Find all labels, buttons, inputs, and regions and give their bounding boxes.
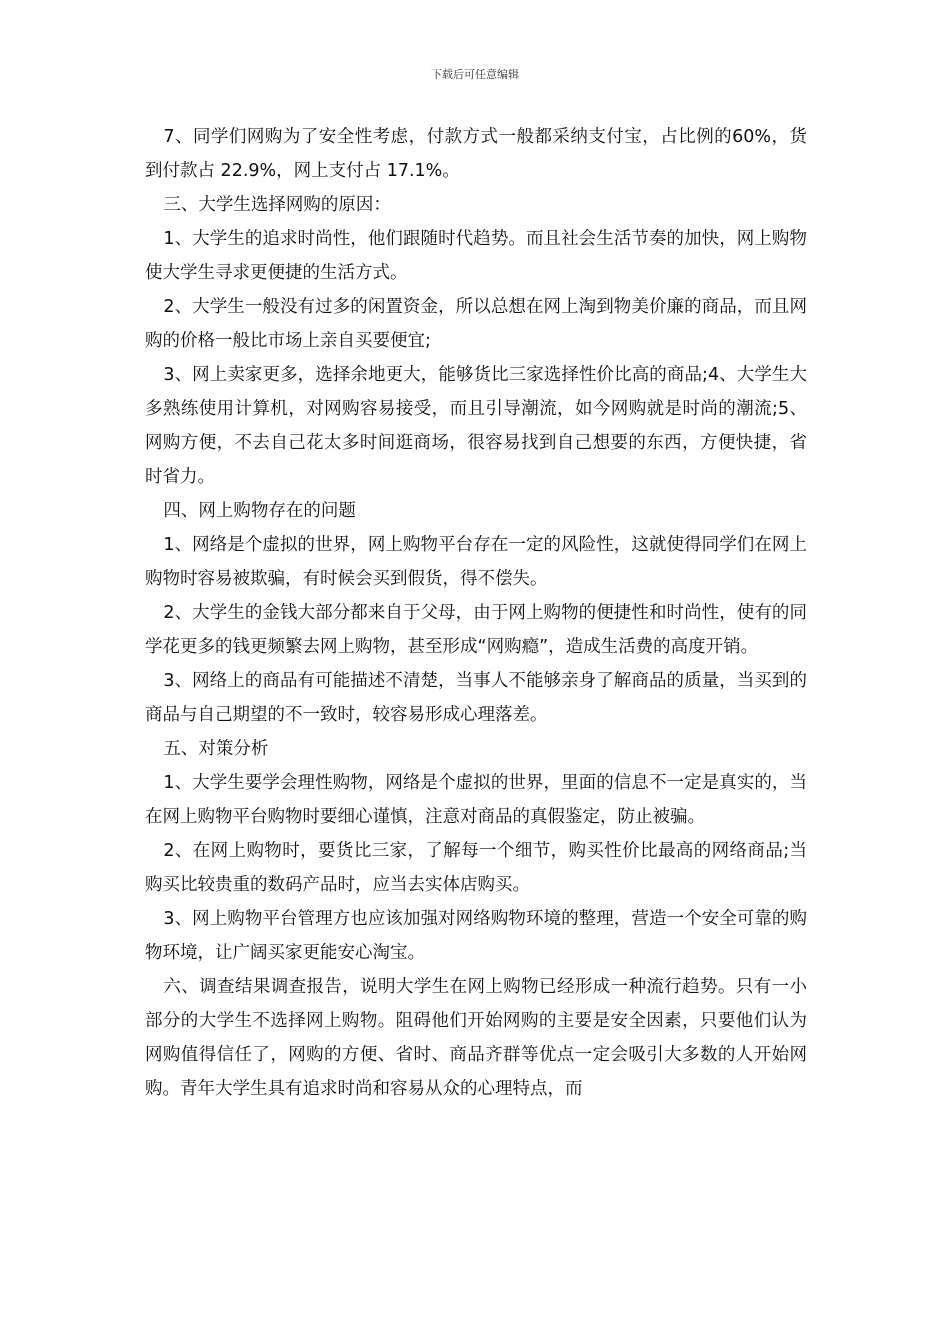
paragraph-reason-3-5: 3、网上卖家更多，选择余地更大，能够货比三家选择性价比高的商品;4、大学生大多熟练使用计算机，对网购容易接受，而且引导潮流，如今网购就是时尚的潮流;5、网购方便，不去自己花太多时间逛商场，很容易找到自己想要的东西，方便快捷，省时省力。 [145,365,807,487]
paragraph-reason-1: 1、大学生的追求时尚性，他们跟随时代趋势。而且社会生活节奏的加快，网上购物使大学生寻求更便捷的生活方式。 [145,229,807,283]
document-body [145,120,807,1106]
section-heading-problems: 四、网上购物存在的问题 [163,501,356,521]
paragraph-problem-2: 2、大学生的金钱大部分都来自于父母，由于网上购物的便捷性和时尚性，使有的同学花更多的钱更频繁去网上购物，甚至形成“网购瘾”，造成生活费的高度开销。 [145,603,807,657]
paragraph-countermeasure-3: 3、网上购物平台管理方也应该加强对网络购物环境的整理，营造一个安全可靠的购物环境，让广阔买家更能安心淘宝。 [145,909,807,963]
paragraph-problem-1: 1、网络是个虚拟的世界，网上购物平台存在一定的风险性，这就使得同学们在网上购物时容易被欺骗，有时候会买到假货，得不偿失。 [145,535,807,589]
section-heading-reasons: 三、大学生选择网购的原因： [163,195,391,215]
paragraph-payment-methods: 7、同学们网购为了安全性考虑，付款方式一般都采纳支付宝，占比例的60%，货到付款占 22.9%，网上支付占 17.1%。 [145,127,807,181]
paragraph-survey-conclusion: 六、调查结果调查报告，说明大学生在网上购物已经形成一种流行趋势。只有一小部分的大学生不选择网上购物。阻碍他们开始网购的主要是安全因素，只要他们认为网购值得信任了，网购的方便、省时、商品齐群等优点一定会吸引大多数的人开始网购。青年大学生具有追求时尚和容易从众的心理特点，而 [145,977,807,1099]
section-heading-countermeasures: 五、对策分析 [163,739,269,759]
paragraph-problem-3: 3、网络上的商品有可能描述不清楚，当事人不能够亲身了解商品的质量，当买到的商品与自己期望的不一致时，较容易形成心理落差。 [145,671,807,725]
paragraph-reason-2: 2、大学生一般没有过多的闲置资金，所以总想在网上淘到物美价廉的商品，而且网购的价格一般比市场上亲自买要便宜; [145,297,807,351]
paragraph-countermeasure-1: 1、大学生要学会理性购物，网络是个虚拟的世界，里面的信息不一定是真实的，当在网上购物平台购物时要细心谨慎，注意对商品的真假鉴定，防止被骗。 [145,773,807,827]
paragraph-countermeasure-2: 2、在网上购物时，要货比三家，了解每一个细节，购买性价比最高的网络商品;当购买比较贵重的数码产品时，应当去实体店购买。 [145,841,807,895]
page-header: 下载后可任意编辑 [431,68,519,81]
